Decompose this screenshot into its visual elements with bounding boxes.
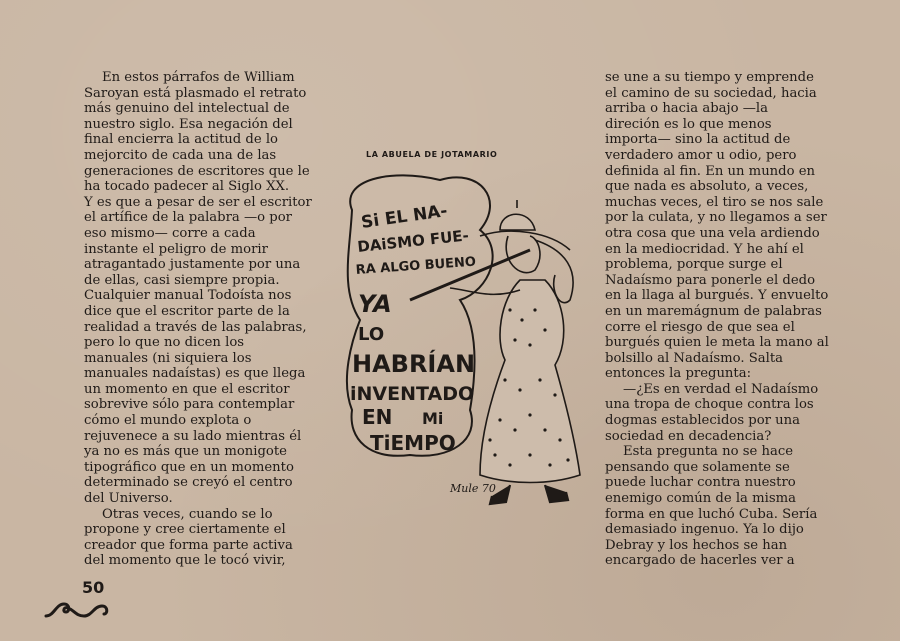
text-line: el artífice de la palabra —o por <box>84 210 292 226</box>
text-line: encargado de hacerles ver a <box>605 553 795 569</box>
text-line: que nada es absoluto, a veces, <box>605 179 809 195</box>
speech-text: LO <box>358 324 385 345</box>
left-text-column <box>84 70 316 569</box>
speech-text: Si EL NA- <box>359 201 449 233</box>
text-line: enemigo común de la misma <box>605 491 796 507</box>
text-line: En estos párrafos de William <box>102 70 295 85</box>
text-line: sobrevive sólo para contemplar <box>84 397 295 413</box>
text-line: generaciones de escritores que le <box>84 163 310 179</box>
text-line: Debray y los hechos se han <box>605 537 788 553</box>
text-line: un momento en que el escritor <box>84 381 290 397</box>
text-line: demasiado ingenuo. Ya lo dijo <box>605 522 804 538</box>
text-line: ha tocado padecer al Siglo XX. <box>84 179 290 195</box>
text-line: instante el peligro de morir <box>84 241 268 257</box>
text-line: dice que el escritor parte de la <box>84 303 290 319</box>
text-line: ya no es más que un monigote <box>84 444 287 460</box>
text-line: nuestro siglo. Esa negación del <box>84 116 293 132</box>
text-line: propone y cree ciertamente el <box>84 522 286 538</box>
text-line: sociedad en decadencia? <box>605 428 772 444</box>
text-line: determinado se creyó el centro <box>84 475 293 491</box>
text-line: realidad a través de las palabras, <box>84 319 307 335</box>
text-line: del Universo. <box>84 491 173 507</box>
text-line: bolsillo al Nadaísmo. Salta <box>605 350 783 366</box>
text-line: burgués quien le meta la mano al <box>605 335 829 351</box>
right-paragraph-1 <box>605 70 835 382</box>
text-line: direción es lo que menos <box>605 116 772 132</box>
text-line: corre el riesgo de que sea el <box>605 319 795 335</box>
text-line: Nadaísmo para ponerle el dedo <box>605 272 816 288</box>
text-line: el camino de su sociedad, hacia <box>605 85 817 101</box>
illustration-caption: LA ABUELA DE JOTAMARIO <box>366 150 498 159</box>
text-line: Cualquier manual Todoísta nos <box>84 288 292 304</box>
left-paragraph-2 <box>84 507 316 569</box>
text-line: de ellas, casi siempre propia. <box>84 272 280 288</box>
text-line: tipográfico que en un momento <box>84 459 294 475</box>
text-line: otra cosa que una vela ardiendo <box>605 225 820 241</box>
text-line: manuales (ni siquiera los <box>84 350 252 366</box>
text-line: problema, porque surge el <box>605 257 783 273</box>
text-line: en la mediocridad. Y he ahí el <box>605 241 804 257</box>
page-number: 50 <box>82 578 105 597</box>
text-line: definida al fin. En un mundo en <box>605 163 816 179</box>
text-line: forma en que luchó Cuba. Sería <box>605 506 818 522</box>
text-line: —¿Es en verdad el Nadaísmo <box>623 381 819 397</box>
text-line: más genuino del intelectual de <box>84 101 290 117</box>
text-line: muchas veces, el tiro se nos sale <box>605 194 824 210</box>
text-line: Saroyan está plasmado el retrato <box>84 85 307 101</box>
text-line: Y es que a pesar de ser el escritor <box>84 194 312 210</box>
text-line: manuales nadaístas) es que llega <box>84 366 306 382</box>
text-line: se une a su tiempo y emprende <box>605 70 814 85</box>
speech-text: YA <box>358 290 392 318</box>
right-paragraph-3 <box>605 444 835 569</box>
text-line: puede luchar contra nuestro <box>605 475 796 491</box>
text-line: en la llaga al burgués. Y envuelto <box>605 288 829 304</box>
cartoon-illustration <box>330 140 595 510</box>
speech-text: DAiSMO FUE- <box>356 226 470 256</box>
text-line: por la culata, y no llegamos a ser <box>605 210 827 226</box>
speech-text: EN <box>362 405 393 429</box>
text-line: importa— sino la actitud de <box>605 132 791 148</box>
text-line: eso mismo— corre a cada <box>84 225 256 241</box>
text-line: del momento que le tocó vivir, <box>84 553 286 569</box>
text-line: rejuvenece a su lado mientras él <box>84 428 302 444</box>
text-line: arriba o hacia abajo —la <box>605 101 768 117</box>
speech-text: Mi <box>422 409 444 428</box>
text-line: Esta pregunta no se hace <box>623 444 794 460</box>
artist-signature: Mule 70 <box>450 482 496 495</box>
right-paragraph-2 <box>605 382 835 444</box>
text-line: cómo el mundo explota o <box>84 413 252 429</box>
text-line: Otras veces, cuando se lo <box>102 506 273 522</box>
text-line: una tropa de choque contra los <box>605 397 814 413</box>
text-line: creador que forma parte activa <box>84 537 293 553</box>
wave-ornament-icon <box>44 590 114 620</box>
text-line: verdadero amor u odio, pero <box>605 147 797 163</box>
text-line: final encierra la actitud de lo <box>84 132 278 148</box>
speech-text: iNVENTADO <box>350 383 475 405</box>
speech-text: HABRÍAN <box>352 350 476 378</box>
text-line: entonces la pregunta: <box>605 366 752 382</box>
right-text-column <box>605 70 835 569</box>
text-line: atragantado justamente por una <box>84 257 301 273</box>
speech-text: RA ALGO BUENO <box>355 254 477 278</box>
text-line: en un maremágnum de palabras <box>605 303 822 319</box>
text-line: mejorcito de cada una de las <box>84 147 277 163</box>
text-line: pensando que solamente se <box>605 459 790 475</box>
speech-text: TiEMPO <box>370 431 456 455</box>
text-line: pero lo que no dicen los <box>84 335 245 351</box>
text-line: dogmas establecidos por una <box>605 413 801 429</box>
left-paragraph-1 <box>84 70 316 507</box>
